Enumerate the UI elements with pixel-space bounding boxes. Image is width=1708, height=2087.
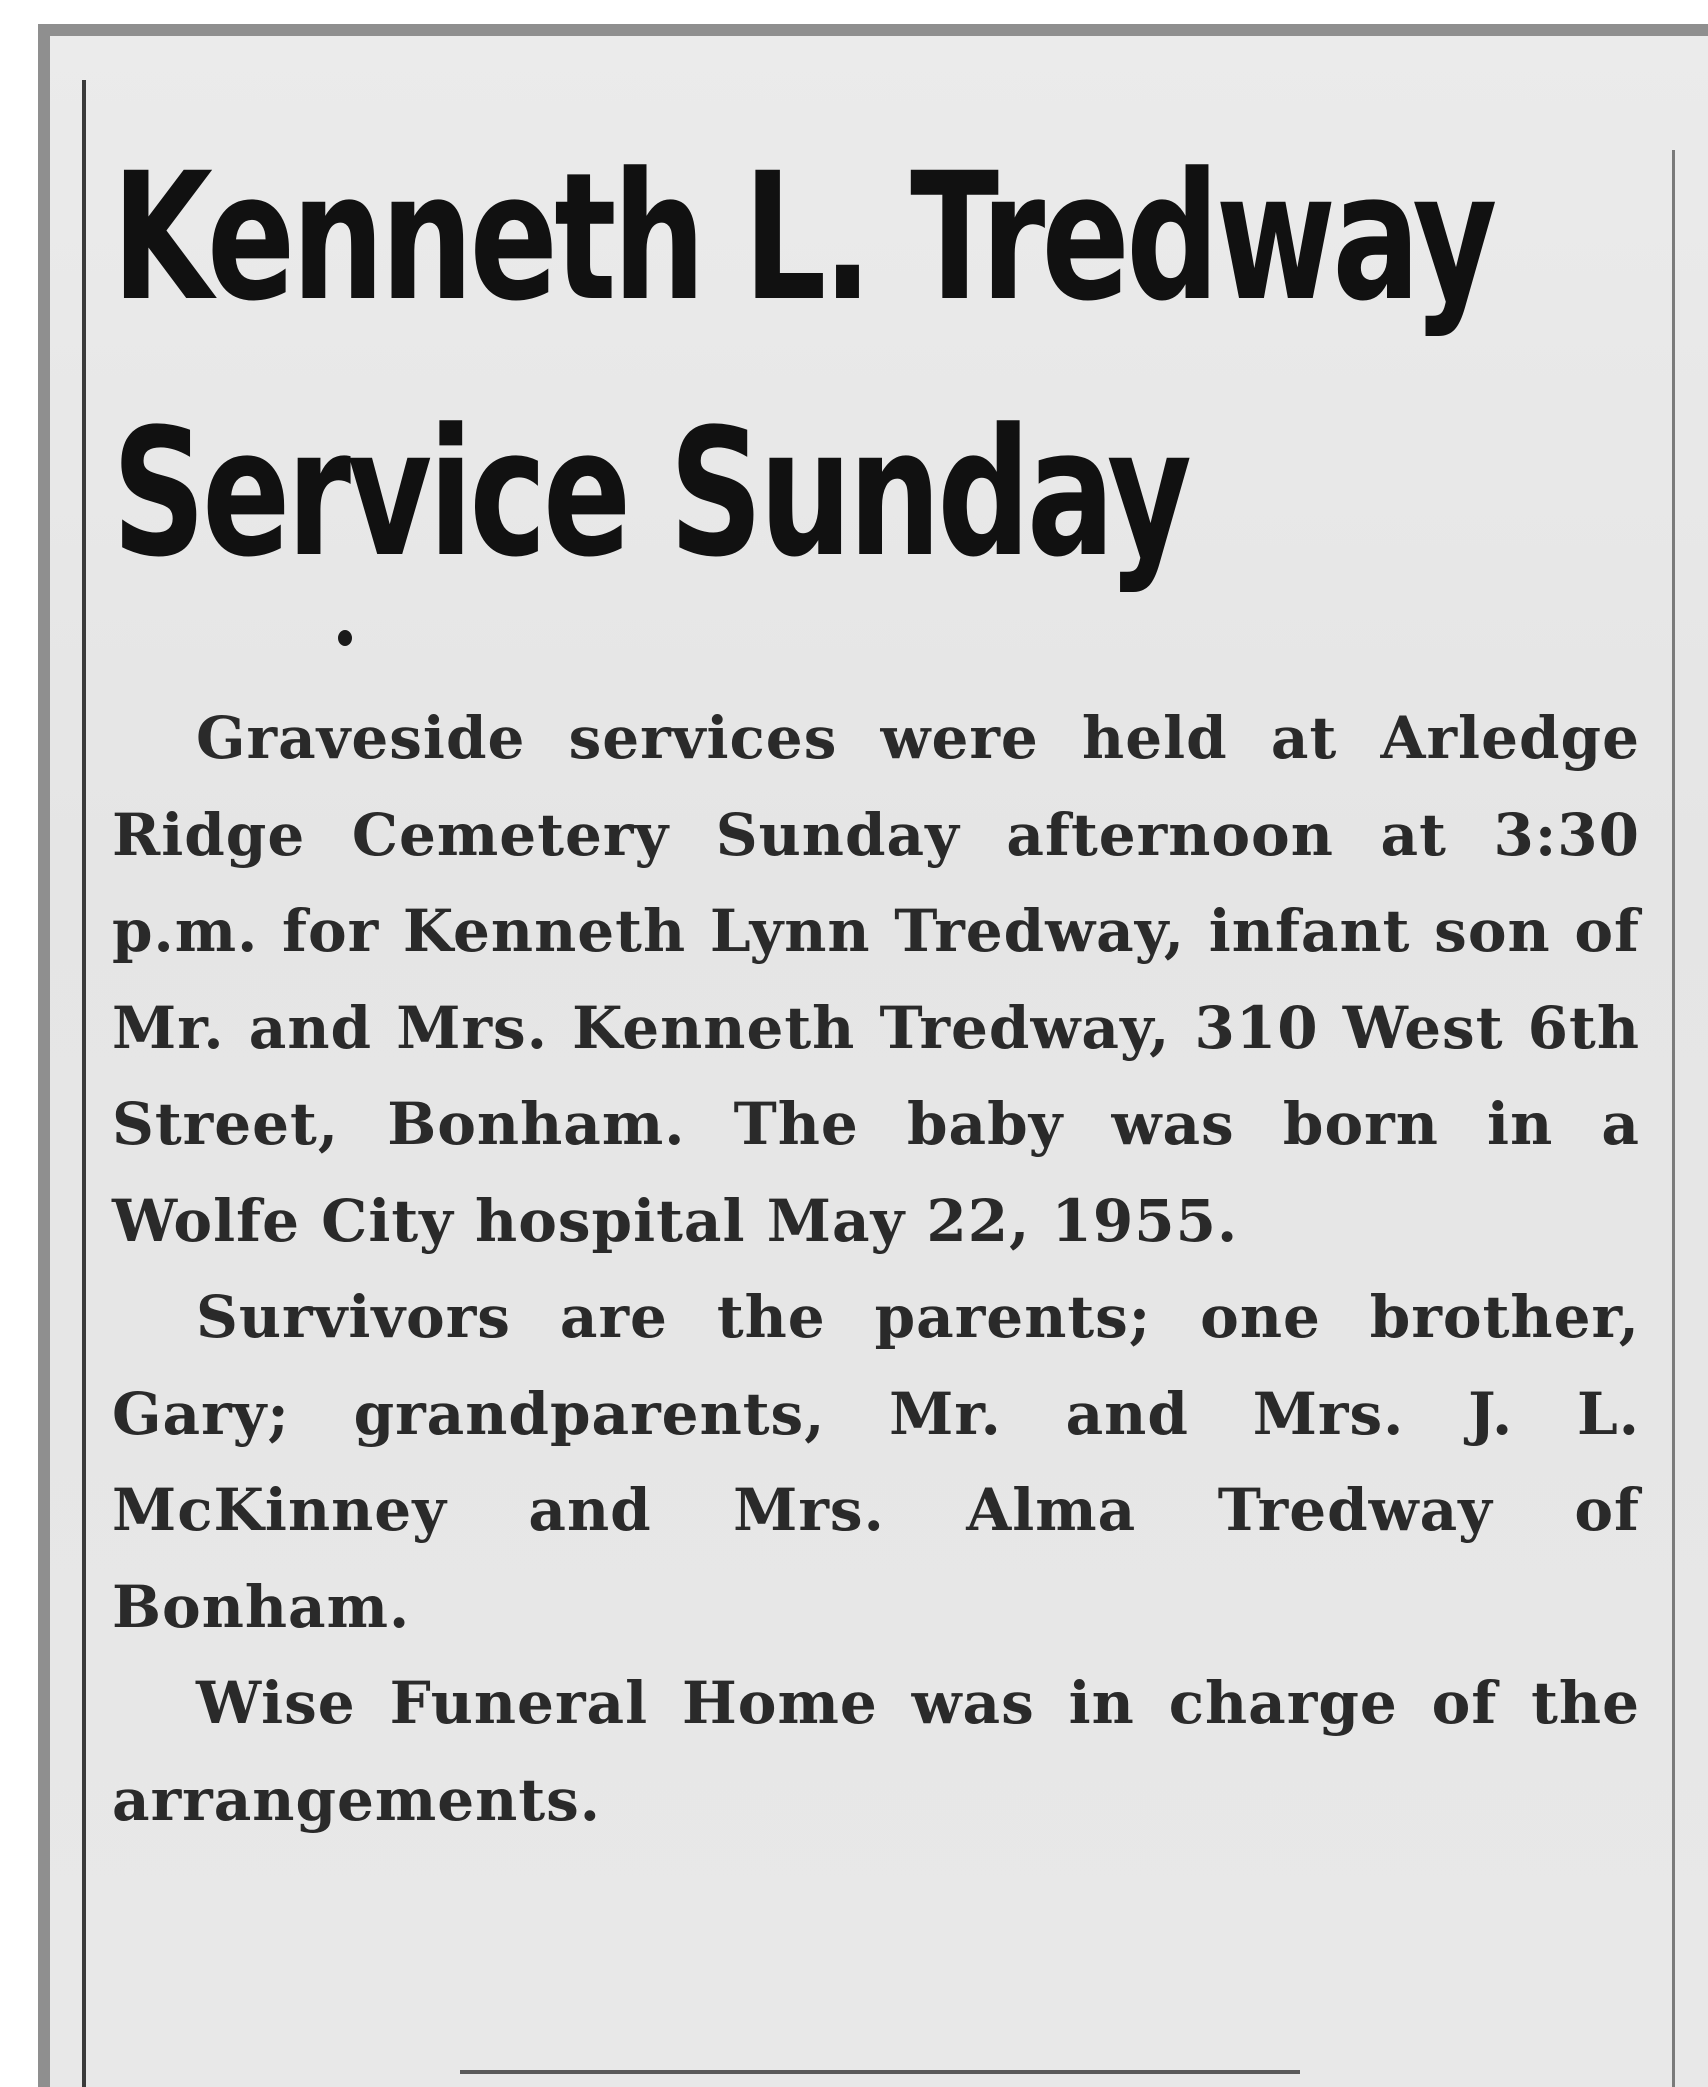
article-body bbox=[112, 690, 1640, 1848]
column-rule-left bbox=[82, 80, 86, 2087]
paragraph-services: Graveside services were held at Arledge Ridge Cemetery Sunday afternoon at 3:30 p.m. for Kenneth Lynn Tredway, infant son of Mr. and Mrs. Kenneth Tredway, 310 West 6th Street, Bonham. The baby was born in a Wolfe City hospital May 22, 1955. bbox=[112, 704, 1640, 1255]
paragraph-survivors: Survivors are the parents; one brother, Gary; grandparents, Mr. and Mrs. J. L. McKinney and Mrs. Alma Tredway of Bonham. bbox=[112, 1283, 1640, 1641]
headline-line-2: Service Sunday bbox=[112, 391, 1189, 596]
column-rule-right bbox=[1672, 150, 1675, 2087]
end-rule bbox=[460, 2070, 1300, 2074]
paragraph-arrangements: Wise Funeral Home was in charge of the arrangements. bbox=[112, 1669, 1640, 1834]
headline bbox=[112, 110, 1494, 622]
ink-speck bbox=[338, 630, 352, 646]
headline-line-1: Kenneth L. Tredway bbox=[112, 135, 1494, 340]
